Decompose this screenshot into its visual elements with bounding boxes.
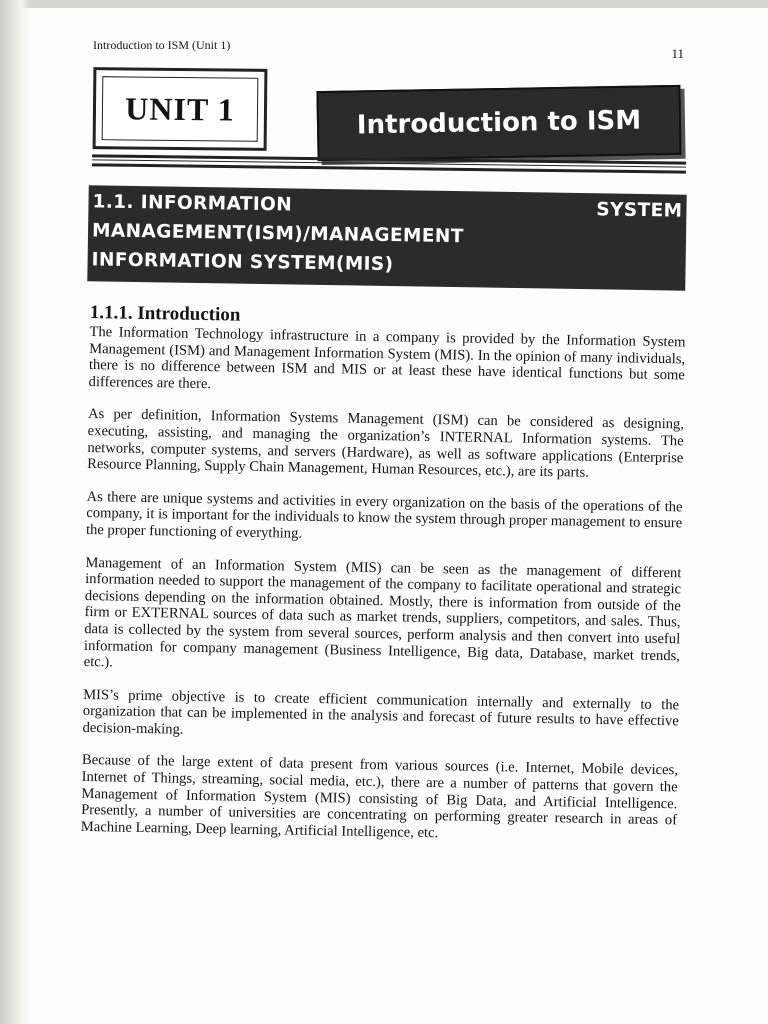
section-heading-line-2: MANAGEMENT(ISM)/MANAGEMENT <box>91 220 464 248</box>
running-head: Introduction to ISM (Unit 1) <box>93 38 231 52</box>
unit-label: UNIT 1 <box>125 89 235 128</box>
body-paragraph: MIS’s prime objective is to create efficient communication internally and externally to the organization that can be implemented in the analysis and forecast of future results to have effective decision-making. <box>82 686 680 738</box>
body-content <box>81 302 686 846</box>
section-heading-banner <box>87 185 686 290</box>
chapter-title: Introduction to ISM <box>356 105 642 141</box>
page-binding-shadow <box>0 0 30 1024</box>
page-number: 11 <box>671 46 684 61</box>
section-heading-line-3: INFORMATION SYSTEM(MIS) <box>91 249 394 276</box>
body-paragraph: As there are unique systems and activities in every organization on the basis of the operations of the company, it is important for the individuals to know the system through proper management to ensure the proper functioning of everything. <box>85 488 683 542</box>
body-paragraph: As per definition, Information Systems Management (ISM) can be considered as designing, executing, assisting, and managing the organization’s INTERNAL Information systems. The networks, computer systems, and servers (Hardware), as well as software applications (Enterprise Resource Planning, Supply Chain Management, Human Resources, etc.), are its parts. <box>87 406 685 481</box>
body-paragraph: Because of the large extent of data present from various sources (i.e. Internet, Mobile devices, Internet of Things, streaming, social media, etc.), there are a number of patterns that govern the Management of Information System (MIS) consisting of Big Data, and Artificial Intelligence. Presently, a number of universities are concentrating on performing greater research in areas of Machine Learning, Deep learning, Artificial Intelligence, etc. <box>80 752 679 841</box>
section-heading-part-right: SYSTEM <box>596 199 683 222</box>
subsection-heading: 1.1.1. Introduction <box>89 302 241 326</box>
page-top-edge <box>0 0 768 8</box>
header-divider-rules <box>92 154 686 173</box>
body-paragraph: The Information Technology infrastructure in a company is provided by the Information System Management (ISM) and Management Information System (MIS). In the opinion of many individuals, there is no difference between ISM and MIS or at least these have identical functions but some differences are there. <box>88 323 686 392</box>
section-heading-part-left: 1.1. INFORMATION <box>92 191 293 216</box>
unit-label-inner-frame <box>102 76 259 142</box>
chapter-title-box <box>316 85 681 161</box>
unit-label-box <box>93 67 268 151</box>
body-paragraph: Management of an Information System (MIS) can be seen as the management of different information needed to support the management of the company to facilitate operational and strategic decisions depending on the information obtained. Mostly, there is information from outside of the firm or EXTERNAL sources of data such as market trends, suppliers, competitors, and sales. Thus, data is collected by the system from several sources, perform analysis and then convert into useful information for company management (Business Intelligence, Big data, Database, market trends, etc.). <box>83 554 682 671</box>
